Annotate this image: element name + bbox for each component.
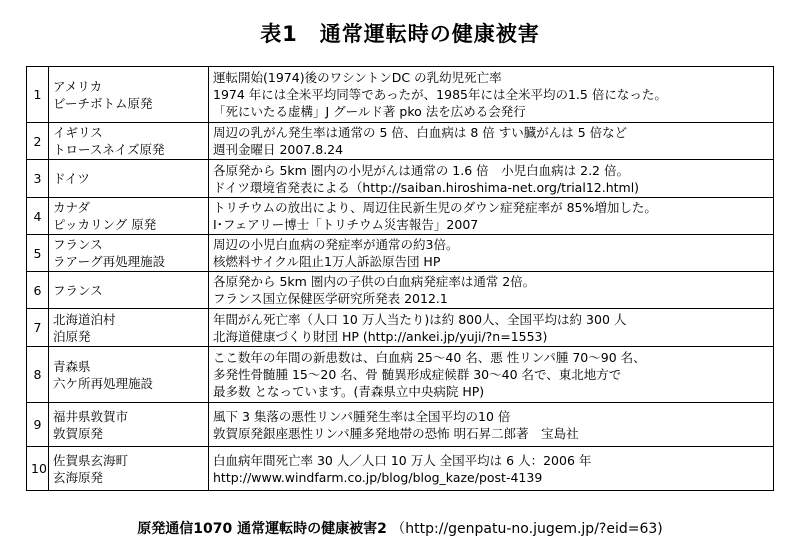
table-row: [27, 403, 774, 447]
location-line: トロースネイズ原発: [53, 142, 165, 157]
row-location: [49, 160, 209, 198]
row-location: [49, 447, 209, 491]
row-description: [209, 198, 774, 235]
row-location: [49, 67, 209, 123]
description-line: 多発性骨髄腫 15～20 名、骨 髄異形成症候群 30～40 名で、東北地方で: [213, 367, 622, 382]
row-description: [209, 309, 774, 347]
location-line: 六ケ所再処理施設: [53, 375, 154, 391]
row-location: [49, 198, 209, 235]
row-number: 7: [27, 309, 49, 347]
description-line: 1974 年には全米平均同等であったが、1985年には全米平均の1.5 倍になった。: [213, 87, 667, 102]
location-line: ピッカリング 原発: [53, 217, 157, 232]
page-title: 表1 通常運転時の健康被害: [260, 22, 540, 46]
description-line: 週刊金曜日 2007.8.24: [213, 142, 344, 157]
description-line: 運転開始(1974)後のワシントンDC の乳幼児死亡率: [213, 70, 502, 85]
location-line: 北海道泊村: [53, 311, 116, 327]
location-line: 泊原発: [53, 328, 91, 344]
table-row: [27, 272, 774, 309]
location-line: フランス: [53, 237, 103, 252]
table-row: [27, 447, 774, 491]
description-line: ドイツ環境省発表による（http://saiban.hiroshima-net.org/trial12.html): [213, 179, 640, 195]
row-number: 9: [27, 403, 49, 447]
description-line: 核燃料サイクル阻止1万人訴訟原告団 HP: [213, 254, 441, 269]
table-row: [27, 309, 774, 347]
description-line: トリチウムの放出により、周辺住民新生児のダウン症発症率が 85%増加した。: [213, 200, 657, 215]
description-line: 「死にいたる虚構」J グールド著 pko 法を広める会発行: [213, 104, 526, 119]
location-line: 敦賀原発: [53, 425, 104, 441]
footer-source: 原発通信1070 通常運転時の健康被害2: [137, 521, 387, 537]
row-description: [209, 160, 774, 198]
description-line: 各原発から 5km 圏内の小児がんは通常の 1.6 倍 小児白血病は 2.2 倍。: [213, 162, 629, 178]
row-number: 8: [27, 347, 49, 403]
description-line: フランス国立保健医学研究所発表 2012.1: [213, 291, 448, 306]
description-line: 北海道健康づくり財団 HP (http://ankei.jp/yuji/?n=1553): [213, 328, 548, 344]
description-line: 風下 3 集落の悪性リンパ腫発生率は全国平均の10 倍: [213, 408, 511, 424]
location-line: カナダ: [53, 200, 90, 215]
row-number: 5: [27, 235, 49, 272]
footer-url: （http://genpatu-no.jugem.jp/?eid=63): [391, 521, 663, 537]
location-line: 玄海原発: [53, 469, 104, 485]
description-line: 周辺の小児白血病の発症率が通常の約3倍。: [213, 237, 459, 252]
location-line: アメリカ: [53, 78, 103, 94]
row-number: 6: [27, 272, 49, 309]
description-line: 敦賀原発銀座悪性リンパ腫多発地帯の恐怖 明石昇二郎著 宝島社: [213, 425, 579, 441]
description-line: 年間がん死亡率（人口 10 万人当たり)は約 800人、全国平均は約 300 人: [213, 311, 627, 327]
row-description: [209, 272, 774, 309]
location-line: イギリス: [53, 125, 103, 140]
health-damage-table: [26, 66, 774, 491]
location-line: 佐賀県玄海町: [53, 452, 129, 468]
row-number: 2: [27, 123, 49, 160]
row-description: [209, 347, 774, 403]
description-line: 白血病年間死亡率 30 人／人口 10 万人 全国平均は 6 人：2006 年: [213, 452, 592, 468]
row-description: [209, 123, 774, 160]
row-number: 1: [27, 67, 49, 123]
location-line: 福井県敦賀市: [53, 408, 129, 424]
row-location: [49, 403, 209, 447]
table-row: [27, 123, 774, 160]
row-number: 10: [27, 447, 49, 491]
description-line: http://www.windfarm.co.jp/blog/blog_kaze/post-4139: [213, 469, 543, 485]
location-line: 青森県: [53, 358, 91, 374]
row-location: [49, 235, 209, 272]
row-number: 4: [27, 198, 49, 235]
footer-citation: [0, 518, 800, 538]
location-line: フランス: [53, 282, 103, 298]
table-row: [27, 198, 774, 235]
row-location: [49, 272, 209, 309]
row-description: [209, 67, 774, 123]
description-line: 周辺の乳がん発生率は通常の 5 倍、白血病は 8 倍 すい臓がんは 5 倍など: [213, 125, 628, 140]
row-description: [209, 403, 774, 447]
row-description: [209, 447, 774, 491]
row-location: [49, 347, 209, 403]
row-location: [49, 309, 209, 347]
table-row: [27, 160, 774, 198]
location-line: ドイツ: [53, 171, 90, 186]
table-row: [27, 235, 774, 272]
location-line: ビーチボトム原発: [53, 95, 153, 111]
row-description: [209, 235, 774, 272]
row-location: [49, 123, 209, 160]
table-row: [27, 347, 774, 403]
row-number: 3: [27, 160, 49, 198]
table-row: [27, 67, 774, 123]
description-line: 各原発から 5km 圏内の子供の白血病発症率は通常 2倍。: [213, 274, 536, 289]
description-line: I･フェアリー博士「トリチウム災害報告」2007: [213, 217, 479, 232]
location-line: ラアーグ再処理施設: [53, 254, 166, 269]
description-line: ここ数年の年間の新患数は、白血病 25～40 名、悪 性リンパ腫 70～90 名、: [213, 350, 646, 365]
description-line: 最多数 となっています。(青森県立中央病院 HP): [213, 384, 485, 399]
